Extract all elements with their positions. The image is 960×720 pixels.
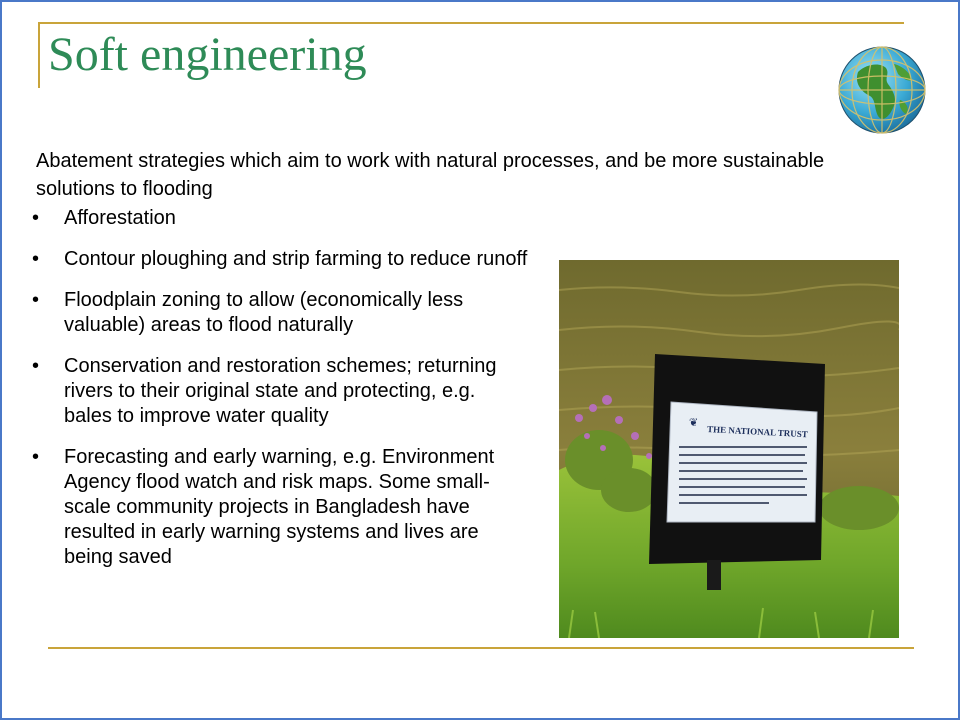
sign-heading: THE NATIONAL TRUST: [706, 424, 808, 440]
bullet-item: [28, 247, 528, 272]
bullet-marker: •: [32, 207, 40, 229]
bullet-text: Floodplain zoning to allow (economically less valuable) areas to flood naturally: [64, 289, 464, 336]
bullet-marker: •: [32, 289, 40, 311]
bullet-text: Forecasting and early warning, e.g. Environment Agency flood watch and risk maps. Some small-scale community projects in Bangladesh have resulted in early warning systems and lives are being saved: [64, 446, 495, 568]
bullet-marker: •: [32, 248, 40, 270]
bullet-text: Afforestation: [64, 207, 176, 229]
bullet-text: Contour ploughing and strip farming to reduce runoff: [64, 248, 528, 270]
bullet-item: [28, 206, 528, 231]
title-vertical-rule: [38, 22, 40, 88]
globe-icon: [836, 44, 928, 136]
national-trust-sign-photo: [559, 260, 899, 638]
bullet-marker: •: [32, 446, 40, 468]
title-horizontal-rule: [38, 22, 904, 24]
oak-leaf-icon: ❦: [689, 416, 699, 429]
bullet-item: [28, 354, 528, 429]
bottom-horizontal-rule: [48, 647, 914, 649]
bullet-item: [28, 445, 528, 570]
bullet-list: [28, 206, 528, 586]
intro-text: Abatement strategies which aim to work with natural processes, and be more sustainable solutions to flooding: [36, 150, 825, 200]
bullet-marker: •: [32, 355, 40, 377]
slide-title: Soft engineering: [48, 28, 367, 81]
bullet-item: [28, 288, 528, 338]
bullet-text: Conservation and restoration schemes; returning rivers to their original state and protecting, e.g. bales to improve water quality: [64, 355, 497, 427]
